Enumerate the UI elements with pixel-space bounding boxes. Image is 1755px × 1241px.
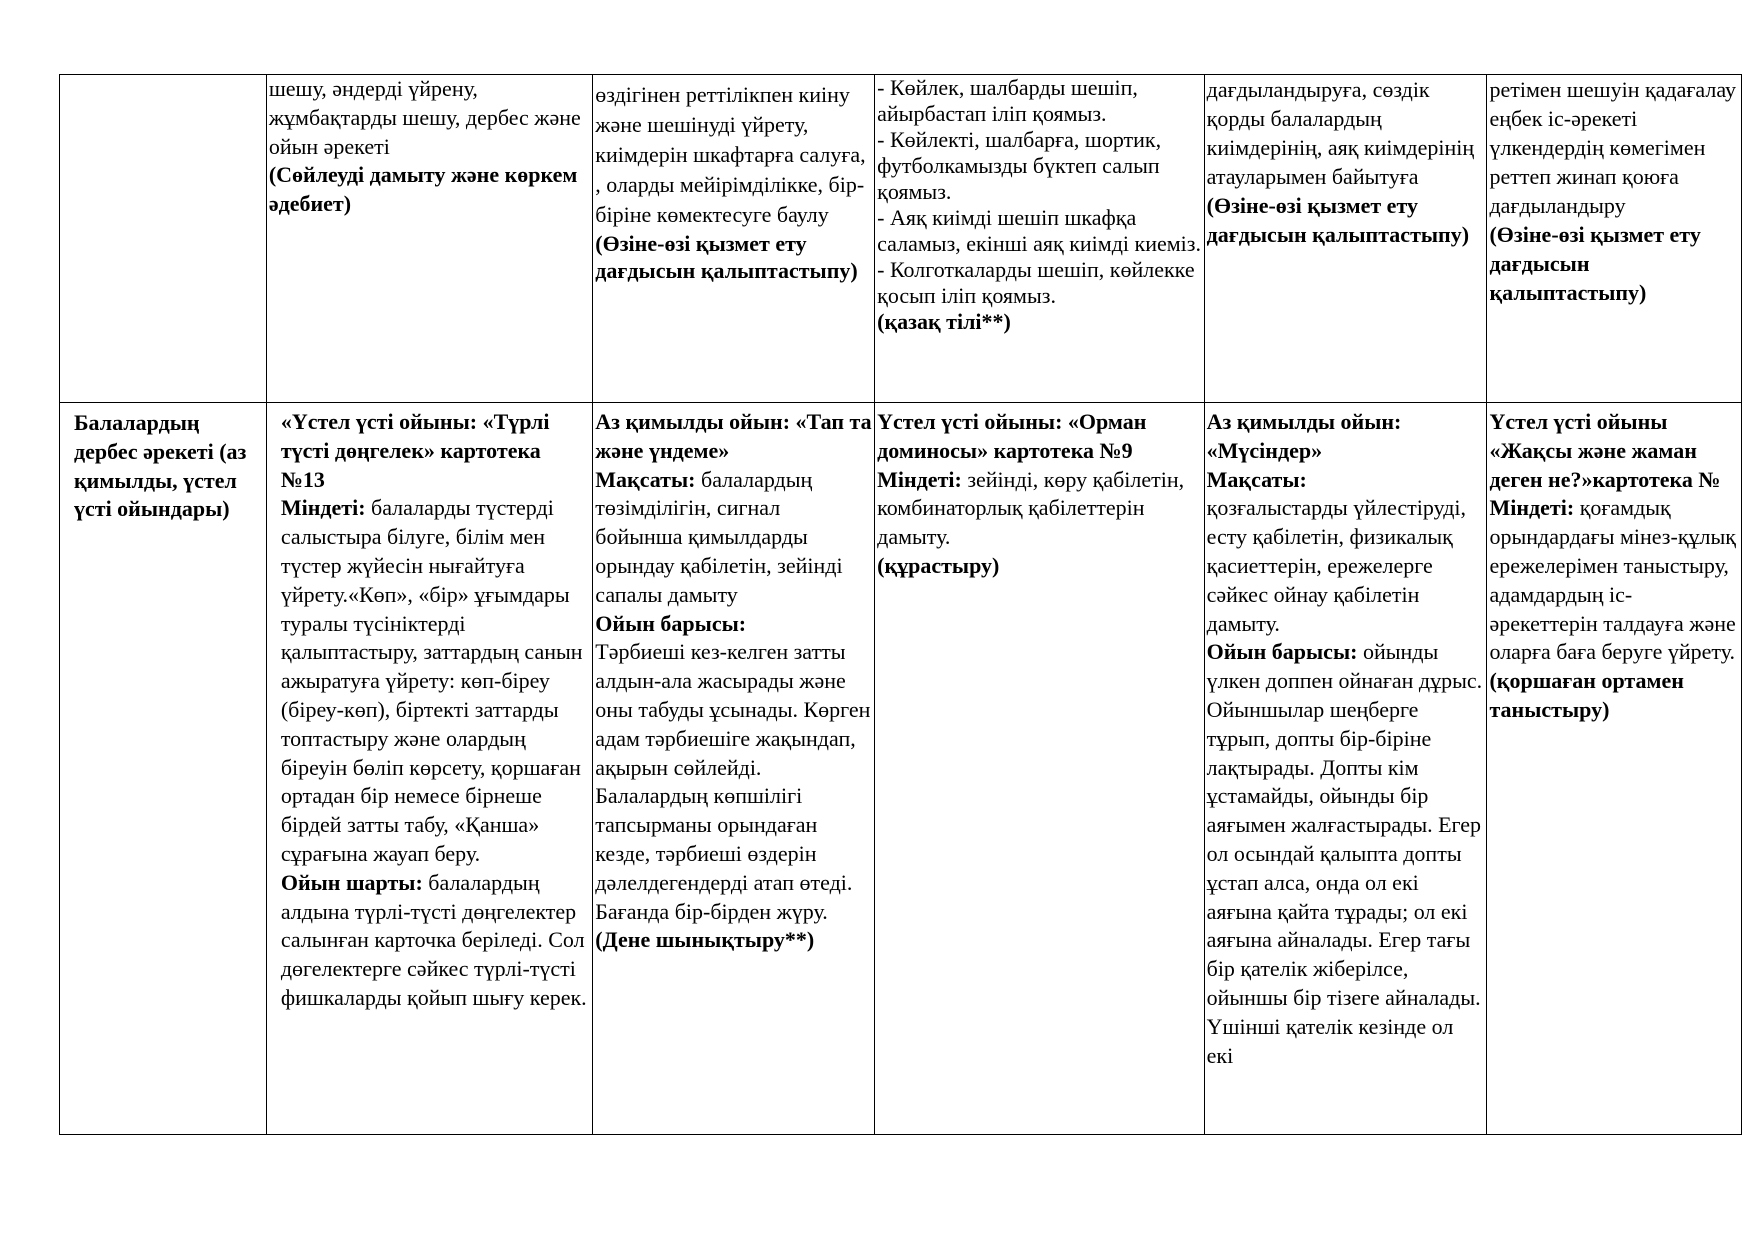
subject-tag: (Сөйлеуді дамыту және көркем әдебиет) <box>268 162 578 217</box>
list-item: - Көйлекті, шалбарға, шортик, футболкамызды бүктеп салып қоямыз. <box>877 127 1162 204</box>
cell-text: ретімен шешуін қадағалау еңбек іс-әрекеті үлкендердің көмегімен реттеп жинап қоюға дағдыландыру <box>1489 77 1736 218</box>
field-text: зейінді, көру қабілетін, комбинаторлық қабілеттерін дамыту. <box>877 466 1185 550</box>
field-label: Мақсаты: <box>1206 466 1307 492</box>
table-cell <box>875 403 1205 1135</box>
field-text: қоғамдық орындардағы мінез-құлық ережелерімен таныстыру, адамдардың іс-әрекеттерін талдауға және оларға баға беруге үйрету. <box>1489 495 1736 665</box>
field-text: балалардың төзімділігін, сигнал бойынша қимылдарды орындау қабілетін, зейінді сапалы дамыту <box>595 466 843 607</box>
subject-tag: (Өзіне-өзі қызмет ету дағдысын қалыптастыпу) <box>1489 222 1701 305</box>
table-cell <box>266 75 592 403</box>
table-row <box>60 75 1742 403</box>
subject-tag: (құрастыру) <box>877 552 1000 578</box>
table-cell-empty <box>60 75 267 403</box>
subject-tag: (Өзіне-өзі қызмет ету дағдысын қалыптастыпу) <box>1206 193 1470 247</box>
field-label: Ойын барысы: <box>1206 639 1358 665</box>
game-title: Үстел үсті ойыны «Жақсы және жаман деген не?»картотека № <box>1489 409 1721 492</box>
cell-text: дағдыландыруға, сөздік қорды балалардың киімдерінің, аяқ киімдерінің атауларымен байытуға <box>1206 77 1475 189</box>
table-cell <box>266 403 592 1135</box>
list-item: - Колготкаларды шешіп, көйлекке қосып іліп қоямыз. <box>877 257 1195 308</box>
table-cell <box>1487 403 1742 1135</box>
table-cell <box>875 75 1205 403</box>
table-cell <box>1204 403 1487 1135</box>
field-label: Ойын барысы: <box>595 610 747 636</box>
game-title: Аз қимылды ойын: «Мүсіндер» <box>1206 409 1402 463</box>
field-text: ойынды үлкен доппен ойнаған дұрыс. Ойыншылар шеңберге тұрып, допты бір-біріне лақтырады. Допты кім ұстамайды, ойынды бір аяғымен жалғастырады. Егер ол осындай қалыпта допты ұстап алса, онда ол екі аяғына қайта тұрады; ол екі аяғына айналады. Егер тағы бір қателік жіберілсе, ойыншы бір тізеге айналады. Үшінші қателік кезінде ол екі <box>1206 639 1483 1068</box>
field-text: балалардың алдына түрлі-түсті дөңгелектер салынған карточка беріледі. Сол дөгелектерге сәйкес түрлі-түсті фишкаларды қойып шығу керек. <box>280 869 587 1010</box>
field-label: Ойын шарты: <box>280 869 423 895</box>
field-label: Міндеті: <box>877 466 962 492</box>
table-cell <box>593 75 875 403</box>
field-text: балаларды түстерді салыстыра білуге, білім мен түстер жүйесін нығайтуға үйрету.«Көп», «бір» ұғымдары туралы түсініктерді қалыптастыру, заттардың санын ажыратуға үйрету: көп-біреу (біреу-көп), біртекті заттарды топтастыру және олардың біреуін бөліп көрсету, қоршаған ортадан бір немесе бірнеше бірдей затты табу, «Қанша» сұрағына жауап беру. <box>280 495 583 866</box>
subject-tag: (Дене шынықтыру**) <box>595 927 815 953</box>
list-item: - Аяқ киімді шешіп шкафқа саламыз, екінші аяқ киімді киеміз. <box>877 205 1201 256</box>
field-label: Міндеті: <box>1489 495 1575 521</box>
subject-tag: (қазақ тілі**) <box>877 309 1011 334</box>
game-title: Аз қимылды ойын: «Тап та және үндеме» <box>595 409 872 463</box>
field-text: Тәрбиеші кез-келген затты алдын-ала жасырады және оны табуды ұсынады. Көрген адам тәрбиешіге жақындап, ақырын сөйлейді. Балалардың көпшілігі тапсырманы орындаған кезде, тәрбиеші өздерін дәлелдегендерді атап өтеді. Бағанда бір-бірден жүру. <box>595 639 871 924</box>
subject-tag: (қоршаған ортамен таныстыру) <box>1489 668 1684 722</box>
list-item: - Көйлек, шалбарды шешіп, айырбастап іліп қоямыз. <box>877 75 1138 126</box>
table-cell <box>593 403 875 1135</box>
field-label: Міндеті: <box>280 495 366 521</box>
row-label: Балалардың дербес әрекеті (аз қимылды, үстел үсті ойындары) <box>60 403 267 1135</box>
table-cell <box>1487 75 1742 403</box>
field-label: Мақсаты: <box>595 466 696 492</box>
game-title: «Үстел үсті ойыны: «Түрлі түсті дөңгелек» картотека №13 <box>280 409 550 492</box>
cell-text: өздігінен реттілікпен киіну және шешінуді үйрету, киімдерін шкафтарға салуға, , оларды мейірімділікке, бір-біріне көмектесуге баулу <box>595 82 866 227</box>
subject-tag: (Өзіне-өзі қызмет ету дағдысын қалыптастыпу) <box>595 231 858 283</box>
schedule-table <box>59 74 1742 1135</box>
table-cell <box>1204 75 1487 403</box>
table-row <box>60 403 1742 1135</box>
game-title: Үстел үсті ойыны: «Орман доминосы» картотека №9 <box>877 409 1147 463</box>
field-text: қозғалыстарды үйлестіруді, есту қабілетін, физикалық қасиеттерін, ережелерге сәйкес ойнау қабілетін дамыту. <box>1206 495 1467 636</box>
cell-text: шешу, әндерді үйрену, жұмбақтарды шешу, дербес және ойын әрекеті <box>268 76 581 159</box>
